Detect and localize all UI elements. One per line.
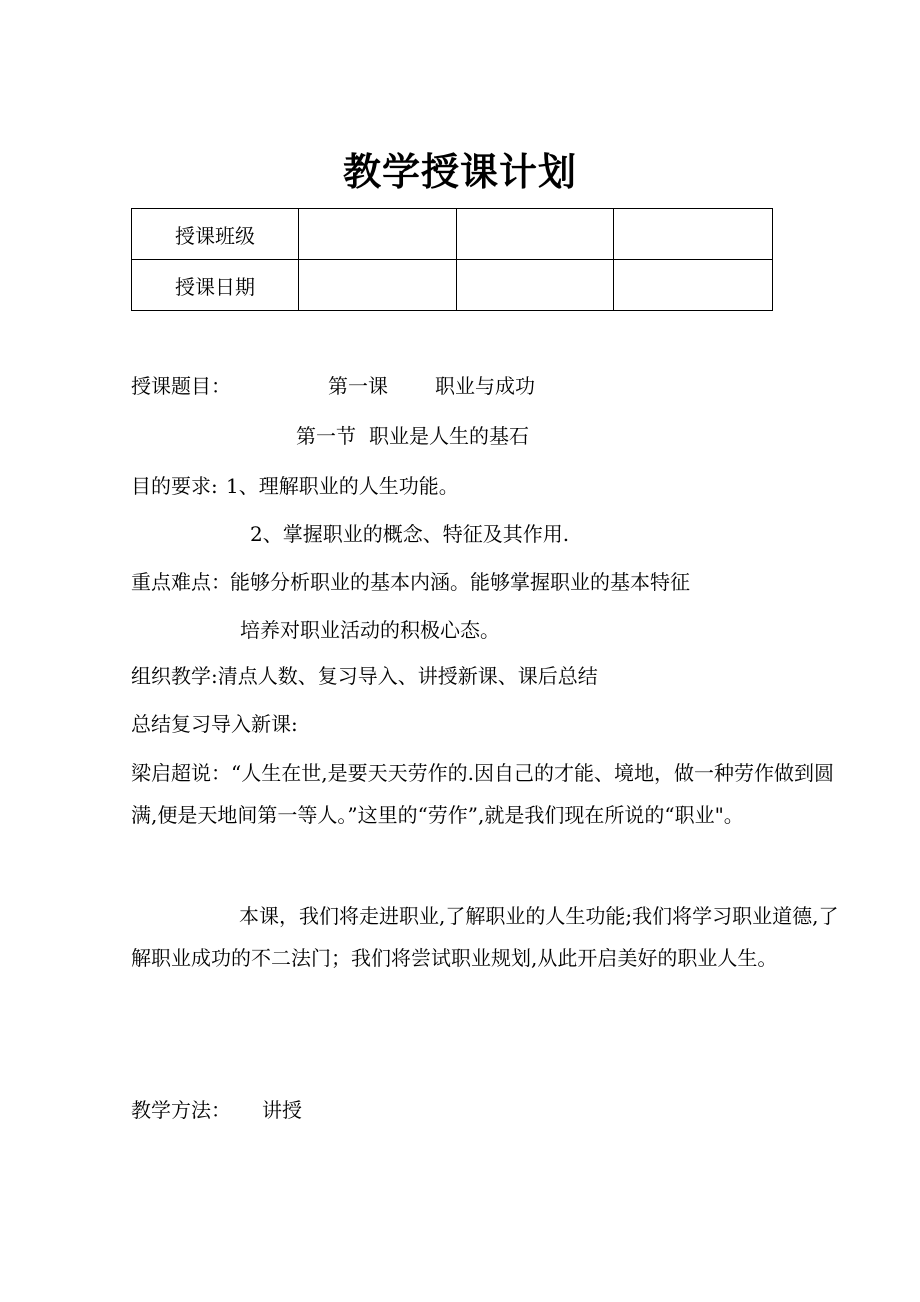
class-info-table [131, 208, 773, 311]
organization-line: 组织教学:清点人数、复习导入、讲授新课、课后总结 [131, 664, 598, 688]
table-cell [457, 209, 614, 260]
topic-label: 授课题目： [131, 374, 231, 398]
key-points-label: 重点难点： [131, 570, 231, 594]
table-cell [457, 260, 614, 311]
objective-item-1: 1、理解职业的人生功能。 [226, 474, 459, 498]
date-label-cell: 授课日期 [132, 260, 299, 311]
objectives-label: 目的要求: [131, 474, 218, 498]
table-row [132, 260, 773, 311]
key-points-line-1: 能够分析职业的基本内涵。能够掌握职业的基本特征 [230, 570, 690, 594]
class-label-cell: 授课班级 [132, 209, 299, 260]
method-value: 讲授 [262, 1098, 302, 1122]
section-name: 职业是人生的基石 [369, 424, 529, 448]
key-points-line-2: 培养对职业活动的积极心态。 [240, 618, 500, 642]
section-number: 第一节 [296, 424, 356, 448]
lesson-name: 职业与成功 [435, 374, 535, 398]
document-title: 教学授课计划 [342, 150, 577, 194]
lesson-number: 第一课 [328, 374, 388, 398]
quote-paragraph: 梁启超说：“人生在世,是要天天劳作的.因自己的才能、境地，做一种劳作做到圆满,便是天地间第一等人。”这里的“劳作”,就是我们现在所说的“职业"。 [131, 761, 834, 827]
table-row [132, 209, 773, 260]
table-cell [299, 260, 457, 311]
method-label: 教学方法： [131, 1098, 231, 1122]
review-heading: 总结复习导入新课: [131, 712, 298, 736]
table-cell [614, 260, 773, 311]
objective-item-2: 2、掌握职业的概念、特征及其作用. [250, 522, 570, 546]
table-cell [299, 209, 457, 260]
intro-paragraph: 本课，我们将走进职业,了解职业的人生功能;我们将学习职业道德,了解职业成功的不二法门；我们将尝试职业规划,从此开启美好的职业人生。 [131, 904, 839, 970]
table-cell [614, 209, 773, 260]
